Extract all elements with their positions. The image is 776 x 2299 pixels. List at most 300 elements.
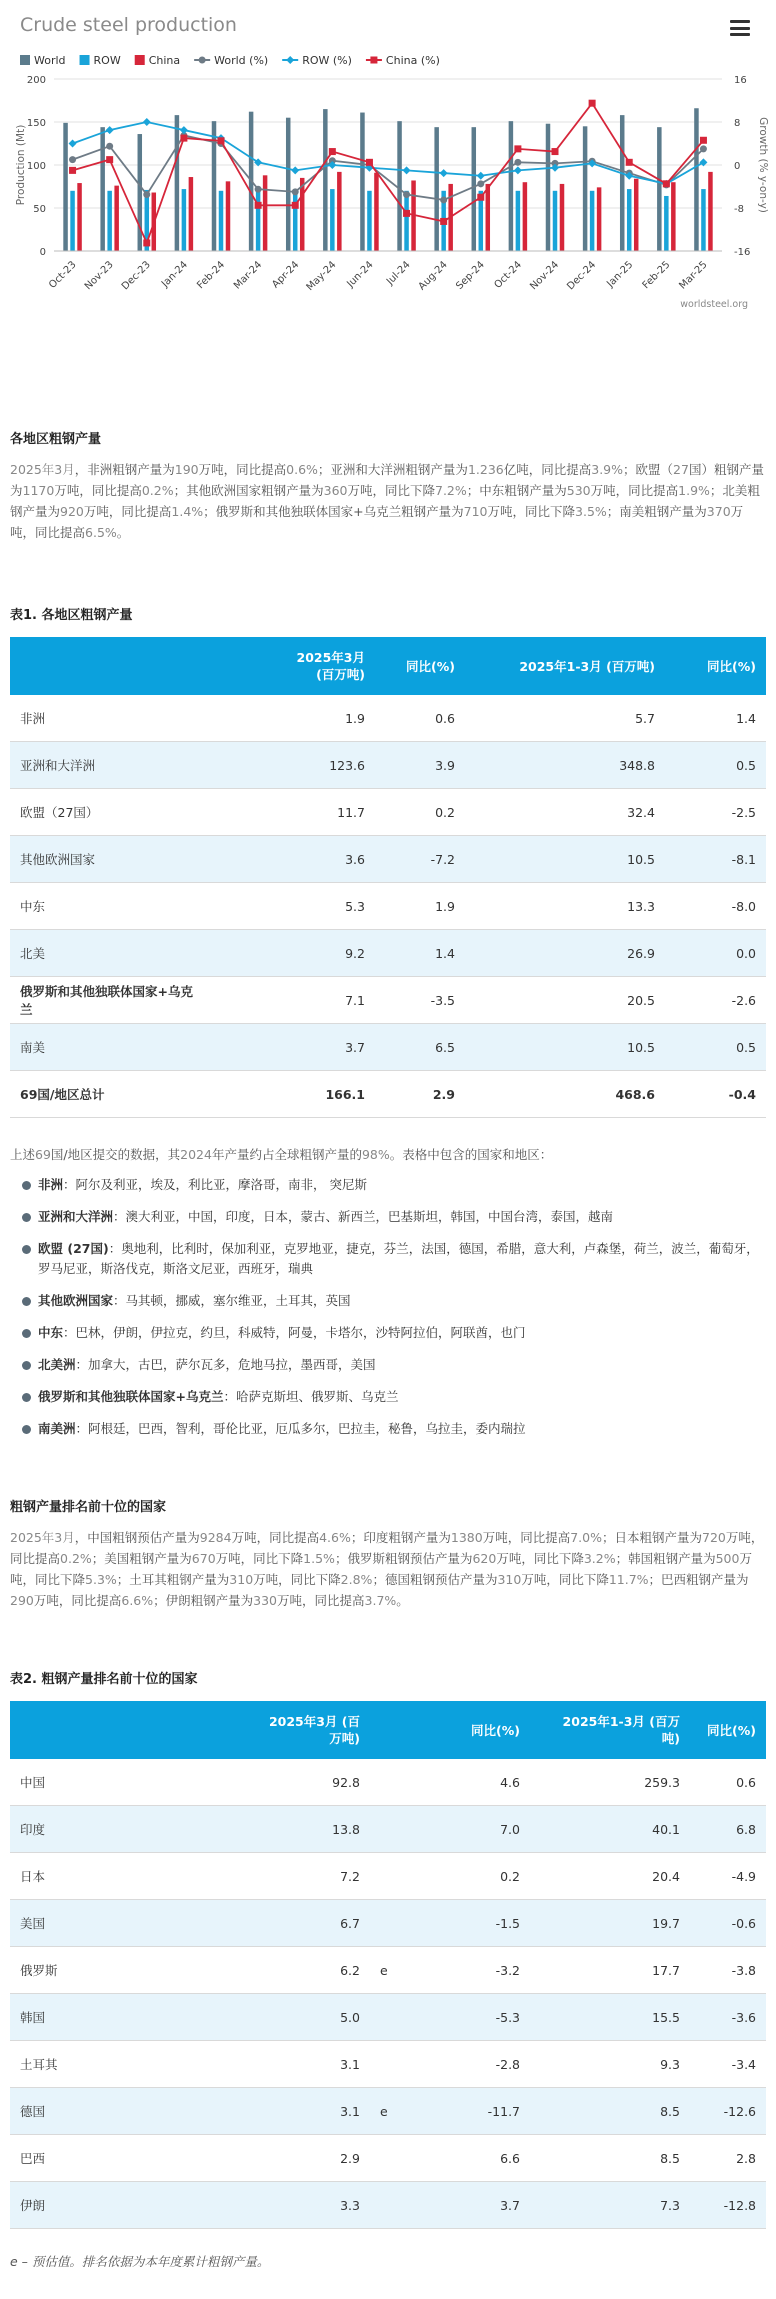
table-row xyxy=(10,2135,766,2182)
legend-swatch-0 xyxy=(20,55,30,65)
paragraph-segment: 310 xyxy=(229,1572,254,1587)
paragraph-segment: 530 xyxy=(566,483,591,498)
paragraph-segment: 310 xyxy=(497,1572,522,1587)
table-cell: -0.4 xyxy=(665,1071,766,1118)
chart-legend xyxy=(20,54,440,67)
hamburger-menu-icon[interactable] xyxy=(730,20,750,36)
paragraph-segment: 360 xyxy=(323,483,348,498)
region-item xyxy=(10,1323,766,1343)
paragraph-segment: 330 xyxy=(253,1593,278,1608)
table-cell: e xyxy=(370,2088,406,2135)
region-countries: ：阿根廷，巴西，智利，哥伦比亚，厄瓜多尔，巴拉圭，秘鲁，乌拉圭，委内瑞拉 xyxy=(75,1421,526,1436)
legend-swatch-2 xyxy=(135,55,145,65)
paragraph-segment: 亿吨，同比提高 xyxy=(503,462,592,477)
chart-title: Crude steel production xyxy=(20,14,237,36)
table-row-label: 非洲 xyxy=(10,695,215,742)
table-row-label: 亚洲和大洋洲 xyxy=(10,742,215,789)
region-item xyxy=(10,1291,766,1311)
x-tick-label: Oct-23 xyxy=(47,259,79,291)
paragraph-segment: 万吨，同比下降 xyxy=(496,1551,584,1566)
table-row-label: 韩国 xyxy=(10,1994,180,2041)
region-item xyxy=(10,1175,766,1195)
paragraph-segment: ；俄罗斯粗钢预估产量为 xyxy=(334,1551,473,1566)
paragraph-segment: 6.5% xyxy=(85,525,117,540)
bar-world xyxy=(286,118,291,251)
bar-row xyxy=(516,191,521,251)
table-row-label: 北美 xyxy=(10,930,215,977)
table-row-label: 巴西 xyxy=(10,2135,180,2182)
x-tick-label: Dec-23 xyxy=(119,259,153,293)
table-cell: -8.1 xyxy=(665,836,766,883)
table-cell: -3.2 xyxy=(406,1947,530,1994)
point-row-pct xyxy=(403,166,411,174)
table-cell: 6.5 xyxy=(375,1024,465,1071)
legend-marker-5 xyxy=(370,57,377,64)
region-countries: ：巴林，伊朗，伊拉克，约旦，科威特，阿曼，卡塔尔，沙特阿拉伯，阿联酋，也门 xyxy=(63,1325,526,1340)
table-cell: 13.3 xyxy=(465,883,665,930)
paragraph-segment: 国/地区提交的数据，其 xyxy=(50,1147,181,1162)
bar-china xyxy=(523,182,528,251)
table-cell xyxy=(370,1900,406,1947)
steel-production-chart xyxy=(0,50,776,420)
table-cell: 1.9 xyxy=(375,883,465,930)
legend-swatch-1 xyxy=(80,55,90,65)
bar-world xyxy=(360,113,365,251)
paragraph-segment: 9284 xyxy=(199,1530,232,1545)
table-cell: 9.3 xyxy=(530,2041,690,2088)
table-cell: -12.6 xyxy=(690,2088,766,2135)
bar-world xyxy=(175,115,180,251)
paragraph-segment: 1380 xyxy=(450,1530,483,1545)
paragraph-segment: 920 xyxy=(60,504,84,519)
bar-world xyxy=(694,108,699,251)
paragraph-segment: ；美国粗钢产量为 xyxy=(91,1551,192,1566)
table-row xyxy=(10,789,766,836)
x-tick-label: Jun-24 xyxy=(345,259,376,290)
table-cell xyxy=(370,2041,406,2088)
point-china-pct xyxy=(700,137,707,144)
paragraph-segment: ；日本粗钢产量为 xyxy=(601,1530,702,1545)
x-tick-label: Jan-24 xyxy=(159,259,191,290)
table2 xyxy=(10,1701,766,2229)
paragraph-segment: 6.6% xyxy=(121,1593,154,1608)
table2-block xyxy=(10,1668,766,2229)
x-tick-label: Apr-24 xyxy=(270,259,302,291)
point-world-pct xyxy=(403,191,410,198)
paragraph-segment: 3.5% xyxy=(575,504,607,519)
table-row-label: 欧盟（27国） xyxy=(10,789,215,836)
table-row-label: 中东 xyxy=(10,883,215,930)
x-tick-label: Sep-24 xyxy=(454,259,487,293)
paragraph-segment: 2.8% xyxy=(340,1572,373,1587)
point-china-pct xyxy=(663,180,670,187)
table-cell: 6.8 xyxy=(690,1806,766,1853)
region-name: 其他欧洲国家 xyxy=(38,1293,114,1308)
section-top10 xyxy=(10,1496,766,1611)
point-row-pct xyxy=(291,166,299,174)
bar-row xyxy=(553,191,558,251)
table-cell xyxy=(370,1806,406,1853)
bar-row xyxy=(256,189,261,251)
point-china-pct xyxy=(292,202,299,209)
paragraph-segment: ；其他欧洲国家粗钢产量为 xyxy=(173,483,324,498)
table-cell: 40.1 xyxy=(530,1806,690,1853)
table-cell: -2.5 xyxy=(665,789,766,836)
paragraph-segment: 万吨，同比提高 xyxy=(482,1530,571,1545)
table-row xyxy=(10,2041,766,2088)
table-cell: 4.6 xyxy=(406,1759,530,1806)
table-row-label: 印度 xyxy=(10,1806,180,1853)
table-cell: 1.9 xyxy=(215,695,375,742)
table-header-cell: 2025年3月 (百 万吨) xyxy=(180,1701,370,1759)
paragraph-segment: 万吨，同比提高 xyxy=(54,483,142,498)
paragraph-segment: ；韩国粗钢产量为 xyxy=(615,1551,716,1566)
paragraph-segment: 3.9% xyxy=(591,462,624,477)
region-item xyxy=(10,1387,766,1407)
y-tick-label: 50 xyxy=(33,204,46,215)
bar-row xyxy=(182,189,187,251)
point-world-pct xyxy=(69,156,76,163)
table-cell: 7.1 xyxy=(215,977,375,1024)
paragraph-segment: ；巴西粗钢产量为 xyxy=(648,1572,749,1587)
table-cell: 0.6 xyxy=(375,695,465,742)
point-row-pct xyxy=(514,166,522,174)
y-tick-label: 0 xyxy=(39,247,46,258)
paragraph-segment: 万吨，同比下降 xyxy=(215,1551,304,1566)
point-china-pct xyxy=(143,239,150,246)
bar-china xyxy=(634,179,639,251)
table-cell: 166.1 xyxy=(215,1071,375,1118)
bar-china xyxy=(226,181,231,251)
table-cell: -12.8 xyxy=(690,2182,766,2229)
bar-china xyxy=(189,177,194,251)
paragraph-segment: 万吨，同比提高 xyxy=(231,1530,320,1545)
x-tick-label: Nov-23 xyxy=(82,259,116,293)
paragraph-segment: 2025年3月 xyxy=(10,462,75,477)
y2-tick-label: 0 xyxy=(734,161,741,172)
table2-title: 表2. 粗钢产量排名前十位的国家 xyxy=(10,1672,198,1687)
table-row xyxy=(10,1994,766,2041)
paragraph-segment: ；中东粗钢产量为 xyxy=(466,483,567,498)
bar-world xyxy=(323,109,328,251)
paragraph-segment: ；俄罗斯和其他独联体国家+乌克兰粗钢产量为 xyxy=(203,504,464,519)
bar-china xyxy=(374,173,379,251)
paragraph-segment: 0.2% xyxy=(60,1551,92,1566)
paragraph-segment: 万吨，同比提高 xyxy=(83,504,172,519)
table-cell: 3.6 xyxy=(215,836,375,883)
bar-china xyxy=(486,184,491,251)
paragraph-segment: 4.6% xyxy=(319,1530,351,1545)
point-world-pct xyxy=(143,191,150,198)
table-cell: -3.5 xyxy=(375,977,465,1024)
paragraph-segment: 。 xyxy=(116,525,130,540)
table-row xyxy=(10,695,766,742)
paragraph-segment: ；北美粗钢产量为 xyxy=(10,483,760,519)
table-header-cell: 2025年1-3月 (百万吨) xyxy=(465,637,665,695)
paragraph-segment: ；欧盟（ xyxy=(623,462,674,477)
table-cell: 20.4 xyxy=(530,1853,690,1900)
table-cell: 6.2 xyxy=(180,1947,370,1994)
table-cell: 32.4 xyxy=(465,789,665,836)
region-countries: ：澳大利亚，中国，印度，日本，蒙古、新西兰，巴基斯坦，韩国，中国台湾，泰国，越南 xyxy=(113,1209,614,1224)
point-china-pct xyxy=(218,137,225,144)
bar-world xyxy=(509,121,514,251)
table-cell xyxy=(370,1853,406,1900)
bar-row xyxy=(701,189,706,251)
paragraph-segment: 710 xyxy=(463,504,488,519)
paragraph-segment: 1.236 xyxy=(467,462,504,477)
x-tick-label: Aug-24 xyxy=(416,259,450,293)
section-top10-paragraph xyxy=(10,1527,766,1611)
y-axis-label: Production (Mt) xyxy=(15,124,27,206)
coverage-paragraph xyxy=(10,1144,766,1165)
y-tick-label: 100 xyxy=(26,161,46,172)
point-china-pct xyxy=(514,145,521,152)
bar-china xyxy=(671,182,676,251)
paragraph-segment: 万吨，同比下降 xyxy=(10,1551,752,1587)
table-row xyxy=(10,1071,766,1118)
table-cell: -1.5 xyxy=(406,1900,530,1947)
y2-axis-label: Growth (% y-on-y) xyxy=(757,117,769,213)
chart-source: worldsteel.org xyxy=(680,299,748,310)
series-line-world- xyxy=(73,135,704,200)
table-row-label: 中国 xyxy=(10,1759,180,1806)
paragraph-segment: ，中国粗钢预估产量为 xyxy=(74,1530,200,1545)
table-cell: 8.5 xyxy=(530,2135,690,2182)
table-row xyxy=(10,1853,766,1900)
table-row xyxy=(10,742,766,789)
bar-world xyxy=(138,134,143,251)
point-row-pct xyxy=(69,140,77,148)
point-row-pct xyxy=(143,118,151,126)
table-row-label: 南美 xyxy=(10,1024,215,1071)
table-cell: 3.7 xyxy=(406,2182,530,2229)
section-regional-paragraph xyxy=(10,459,766,543)
region-countries: ：马其顿，挪威，塞尔维亚，土耳其，英国 xyxy=(113,1293,351,1308)
paragraph-segment: 。表格中包含的国家和地区： xyxy=(389,1147,553,1162)
paragraph-segment: 1.9% xyxy=(678,483,710,498)
table-cell: -3.6 xyxy=(690,1994,766,2041)
table-cell: -2.6 xyxy=(665,977,766,1024)
legend-marker-3 xyxy=(199,57,206,64)
paragraph-segment: ；德国粗钢预估产量为 xyxy=(372,1572,498,1587)
paragraph-segment: 。 xyxy=(396,1593,409,1608)
paragraph-segment: 3.7% xyxy=(364,1593,397,1608)
table-row xyxy=(10,1759,766,1806)
paragraph-segment: 670 xyxy=(191,1551,216,1566)
paragraph-segment: 7.2% xyxy=(435,483,467,498)
bar-world xyxy=(546,124,551,251)
paragraph-segment: 69 xyxy=(35,1147,51,1162)
point-world-pct xyxy=(440,196,447,203)
bar-china xyxy=(77,183,82,251)
y2-tick-label: 8 xyxy=(734,118,741,129)
table-row-label: 美国 xyxy=(10,1900,180,1947)
paragraph-segment: ；土耳其粗钢产量为 xyxy=(116,1572,230,1587)
table-cell: -3.4 xyxy=(690,2041,766,2088)
paragraph-segment: 720 xyxy=(702,1530,726,1545)
region-name: 非洲 xyxy=(38,1177,64,1192)
table-header-cell xyxy=(10,1701,180,1759)
paragraph-segment: 7.0% xyxy=(570,1530,602,1545)
table-header-cell: 同比(%) xyxy=(375,637,465,695)
bar-row xyxy=(107,191,112,251)
table-row xyxy=(10,883,766,930)
point-china-pct xyxy=(477,194,484,201)
bar-row xyxy=(70,191,75,251)
legend-label-5: China (%) xyxy=(385,54,440,67)
y-tick-label: 200 xyxy=(26,75,46,86)
paragraph-segment: 3.2% xyxy=(583,1551,616,1566)
x-tick-label: Nov-24 xyxy=(528,259,562,293)
table-header-cell: 2025年1-3月 (百万 吨) xyxy=(530,1701,690,1759)
region-name: 北美洲 xyxy=(38,1357,76,1372)
table-row-label: 俄罗斯和其他独联体国家+乌克兰 xyxy=(10,977,215,1024)
table-cell: 1.4 xyxy=(375,930,465,977)
table-cell: 8.5 xyxy=(530,2088,690,2135)
legend-label-2: China xyxy=(148,54,181,67)
region-item xyxy=(10,1239,766,1279)
table-cell: -2.8 xyxy=(406,2041,530,2088)
region-item xyxy=(10,1207,766,1227)
point-china-pct xyxy=(255,202,262,209)
x-tick-label: Mar-24 xyxy=(232,259,265,292)
table1-block xyxy=(10,604,766,1118)
table-cell: 3.3 xyxy=(180,2182,370,2229)
table-header-cell: 同比(%) xyxy=(665,637,766,695)
table-cell: 259.3 xyxy=(530,1759,690,1806)
table-cell: 0.5 xyxy=(665,742,766,789)
bar-china xyxy=(300,178,305,251)
paragraph-segment: 万吨，同比下降 xyxy=(521,1572,609,1587)
table-row xyxy=(10,1806,766,1853)
paragraph-segment: 万吨，同比提高 xyxy=(33,1593,122,1608)
table-cell xyxy=(370,2135,406,2182)
paragraph-segment: 万吨，同比下降 xyxy=(347,483,435,498)
bar-china xyxy=(263,175,268,251)
y2-tick-label: -8 xyxy=(734,204,744,215)
table-cell: 348.8 xyxy=(465,742,665,789)
paragraph-segment: 万吨，同比提高 xyxy=(10,504,744,540)
table-row-label: 俄罗斯 xyxy=(10,1947,180,1994)
table-row-label: 69国/地区总计 xyxy=(10,1071,215,1118)
x-tick-label: Feb-24 xyxy=(195,259,228,292)
x-tick-label: Jul-24 xyxy=(384,259,413,288)
paragraph-segment: 1.4% xyxy=(171,504,204,519)
table-row-label: 土耳其 xyxy=(10,2041,180,2088)
region-list xyxy=(10,1175,766,1439)
x-tick-label: Mar-25 xyxy=(677,259,710,292)
paragraph-segment: 万吨，同比下降 xyxy=(253,1572,341,1587)
table-cell: 0.0 xyxy=(665,930,766,977)
paragraph-segment: 98% xyxy=(361,1147,390,1162)
table-cell: 10.5 xyxy=(465,836,665,883)
region-name: 俄罗斯和其他独联体国家+乌克兰 xyxy=(38,1389,224,1404)
table-cell: 2.8 xyxy=(690,2135,766,2182)
table-cell: 7.2 xyxy=(180,1853,370,1900)
table-row xyxy=(10,1024,766,1071)
table-row xyxy=(10,2182,766,2229)
bar-china xyxy=(114,186,119,251)
x-tick-label: Oct-24 xyxy=(492,259,525,291)
table-cell: 0.2 xyxy=(375,789,465,836)
x-tick-label: May-24 xyxy=(304,259,339,294)
paragraph-segment: 370 xyxy=(706,504,731,519)
region-name: 亚洲和大洋洲 xyxy=(38,1209,114,1224)
table-cell: 1.4 xyxy=(665,695,766,742)
region-name: 中东 xyxy=(38,1325,64,1340)
table-header-cell: 同比(%) xyxy=(690,1701,766,1759)
table-row xyxy=(10,836,766,883)
paragraph-segment: 0.6% xyxy=(286,462,318,477)
point-china-pct xyxy=(552,148,559,155)
table-cell: -7.2 xyxy=(375,836,465,883)
paragraph-segment: 万吨，同比下降 xyxy=(487,504,576,519)
paragraph-segment: 2025年3月 xyxy=(10,1530,75,1545)
point-china-pct xyxy=(626,159,633,166)
table-cell: 3.7 xyxy=(215,1024,375,1071)
table-row-label: 日本 xyxy=(10,1853,180,1900)
region-countries: ：哈萨克斯坦、俄罗斯、乌克兰 xyxy=(223,1389,399,1404)
bar-row xyxy=(330,189,335,251)
paragraph-segment: 0.2% xyxy=(141,483,174,498)
table-row xyxy=(10,977,766,1024)
paragraph-segment: 11.7% xyxy=(608,1572,649,1587)
x-tick-label: Jan-25 xyxy=(605,259,636,290)
table-cell: 9.2 xyxy=(215,930,375,977)
bar-world xyxy=(434,127,439,251)
paragraph-segment: 国）粗钢产量为 xyxy=(10,462,764,498)
table-cell: 0.6 xyxy=(690,1759,766,1806)
table-cell: 3.1 xyxy=(180,2041,370,2088)
table-row xyxy=(10,930,766,977)
paragraph-segment: ，非洲粗钢产量为 xyxy=(74,462,175,477)
region-countries: ：阿尔及利亚，埃及，利比亚，摩洛哥，南非， 突尼斯 xyxy=(63,1177,367,1192)
table-cell: 468.6 xyxy=(465,1071,665,1118)
table-row-label: 伊朗 xyxy=(10,2182,180,2229)
legend-label-4: ROW (%) xyxy=(302,54,352,67)
table-header-cell: 2025年3月 (百万吨) xyxy=(215,637,375,695)
paragraph-segment: 万吨，同比提高 xyxy=(10,1530,764,1566)
table-cell: 5.0 xyxy=(180,1994,370,2041)
table-cell: 123.6 xyxy=(215,742,375,789)
table-cell: 6.7 xyxy=(180,1900,370,1947)
point-world-pct xyxy=(514,159,521,166)
paragraph-segment: 500 xyxy=(715,1551,740,1566)
table-cell: e xyxy=(370,1947,406,1994)
bar-china xyxy=(337,172,342,251)
bar-row xyxy=(590,191,595,251)
region-item xyxy=(10,1355,766,1375)
region-name: 欧盟 (27国) xyxy=(38,1241,109,1256)
table-header-cell xyxy=(370,1701,406,1759)
table-cell: 10.5 xyxy=(465,1024,665,1071)
table-cell: -11.7 xyxy=(406,2088,530,2135)
paragraph-segment: 290 xyxy=(10,1593,34,1608)
table-cell: 5.3 xyxy=(215,883,375,930)
bar-row xyxy=(219,191,224,251)
table-cell: 6.6 xyxy=(406,2135,530,2182)
bar-china xyxy=(597,187,602,251)
table-row xyxy=(10,1900,766,1947)
bar-world xyxy=(63,123,68,251)
section-top10-title: 粗钢产量排名前十位的国家 xyxy=(10,1500,167,1515)
table-row-label: 德国 xyxy=(10,2088,180,2135)
legend-marker-4 xyxy=(286,56,294,64)
paragraph-segment: 万吨，同比提高 xyxy=(277,1593,365,1608)
point-row-pct xyxy=(180,126,188,134)
paragraph-segment: ；伊朗粗钢产量为 xyxy=(153,1593,254,1608)
